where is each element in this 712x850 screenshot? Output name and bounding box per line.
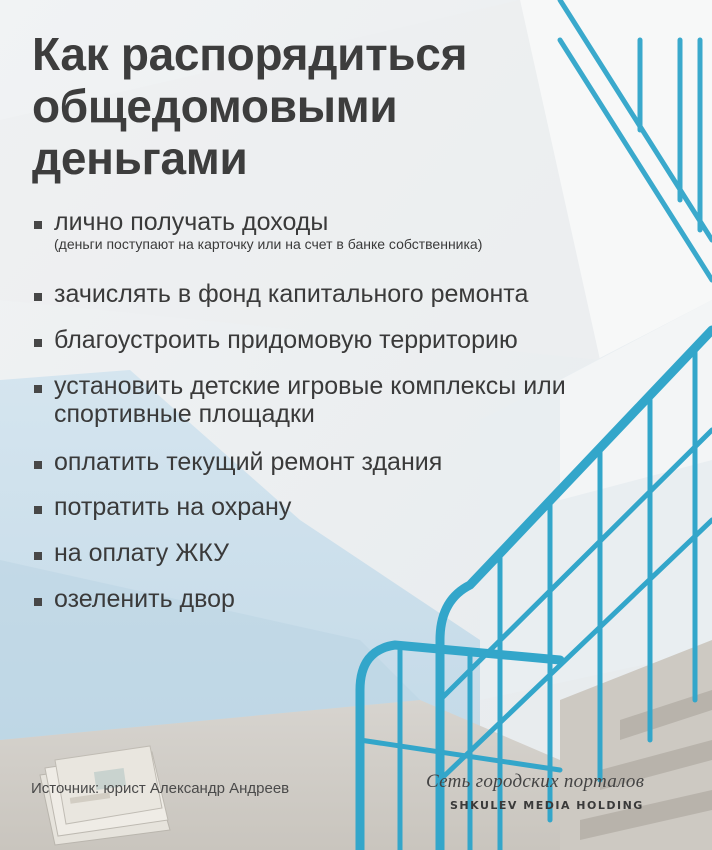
list-item bbox=[34, 372, 614, 428]
brand-tagline: Сеть городских порталов bbox=[426, 771, 645, 792]
list-item bbox=[34, 326, 694, 354]
bullet-icon bbox=[34, 506, 42, 514]
list-item-note: (деньги поступают на карточку или на счет в банке собственника) bbox=[54, 236, 483, 252]
list-item-text: лично получать доходы bbox=[54, 208, 329, 236]
bullet-icon bbox=[34, 221, 42, 229]
list-item bbox=[34, 585, 694, 613]
bullet-icon bbox=[34, 598, 42, 606]
bullet-icon bbox=[34, 385, 42, 393]
brand-logo: SHKULEV MEDIA HOLDING bbox=[450, 799, 644, 812]
list-item-text: потратить на охрану bbox=[54, 493, 292, 521]
bullet-icon bbox=[34, 461, 42, 469]
bullet-icon bbox=[34, 339, 42, 347]
list-item-text: благоустроить придомовую территорию bbox=[54, 326, 518, 354]
list-item-text: установить детские игровые комплексы или спортивные площадки bbox=[54, 372, 566, 428]
list-item bbox=[34, 493, 694, 521]
list-item bbox=[34, 539, 694, 567]
list-item-text: на оплату ЖКУ bbox=[54, 539, 230, 567]
list-item bbox=[34, 280, 694, 308]
source-credit: Источник: юрист Александр Андреев bbox=[31, 780, 290, 797]
list-item bbox=[34, 448, 694, 476]
list-item bbox=[34, 208, 694, 253]
page-title: Как распорядиться общедомовыми деньгами bbox=[32, 28, 468, 184]
bullet-icon bbox=[34, 552, 42, 560]
list-item-text: озеленить двор bbox=[54, 585, 235, 613]
list-item-text: зачислять в фонд капитального ремонта bbox=[54, 280, 529, 308]
list-item-text: оплатить текущий ремонт здания bbox=[54, 448, 443, 476]
bullet-icon bbox=[34, 293, 42, 301]
